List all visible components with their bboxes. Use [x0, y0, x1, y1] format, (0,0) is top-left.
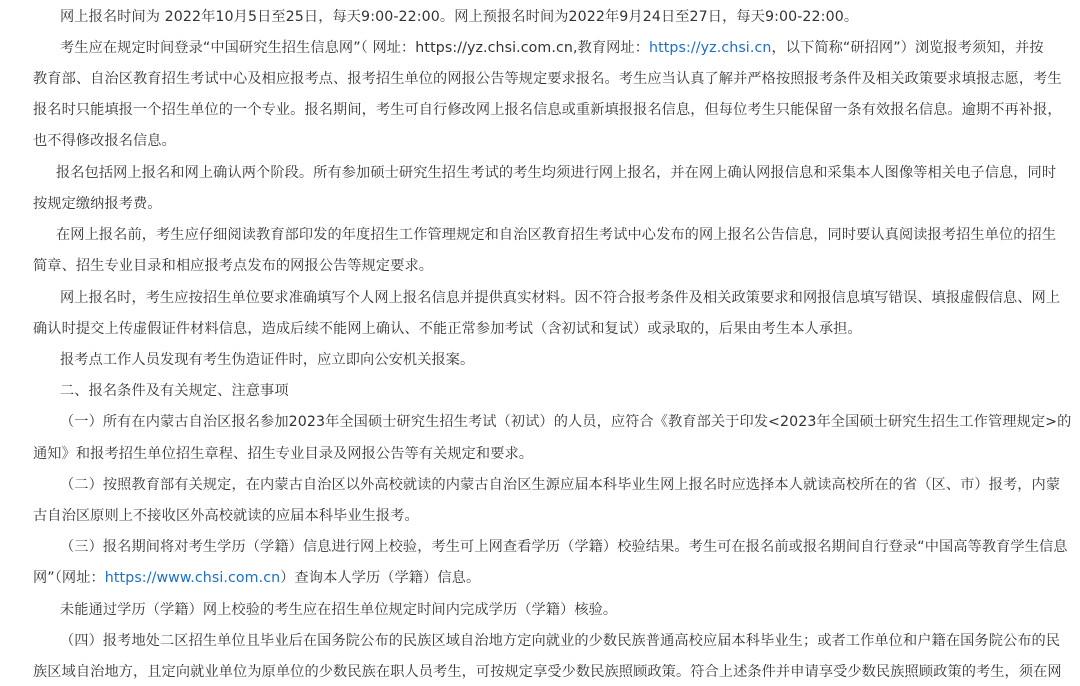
paragraph-line	[33, 569, 480, 587]
paragraph-line: 古自治区原则上不接收区外高校就读的应届本科毕业生报考。	[33, 508, 419, 524]
paragraph-line: 教育部、自治区教育招生考试中心及相应报考点、报考招生单位的网报公告等规定要求报名。考生应当认真了解并严格按照报考条件及相关政策要求填报志愿，考生	[33, 71, 1062, 87]
line-text: ，以下简称“研招网”）浏览报考须知，并按	[771, 40, 1044, 56]
paragraph-line: 简章、招生专业目录和相应报考点发布的网报公告等规定要求。	[33, 258, 434, 274]
paragraph-line: （二）按照教育部有关规定，在内蒙古自治区以外高校就读的内蒙古自治区生源应届本科毕业生网上报名时应选择本人就读高校所在的省（区、市）报考，内蒙	[60, 477, 1061, 493]
paragraph-line: （一）所有在内蒙古自治区报名参加2023年全国硕士研究生招生考试（初试）的人员，应符合《教育部关于印发<2023年全国硕士研究生招生工作管理规定>的	[60, 414, 1072, 430]
paragraph-line: 网上报名时，考生应按招生单位要求准确填写个人网上报名信息并提供真实材料。因不符合报考条件及相关政策要求和网报信息填写错误、填报虚假信息、网上	[60, 290, 1061, 306]
paragraph-line: 未能通过学历（学籍）网上校验的考生应在招生单位规定时间内完成学历（学籍）核验。	[60, 602, 618, 618]
paragraph-line: （三）报名期间将对考生学历（学籍）信息进行网上校验，考生可上网查看学历（学籍）校验结果。考生可在报名前或报名期间自行登录“中国高等教育学生信息	[60, 539, 1068, 555]
line-text: 网”（网址：	[33, 570, 105, 586]
yz-chsi-link[interactable]: https://yz.chsi.cn	[649, 40, 772, 56]
paragraph-line: 网上报名时间为 2022年10月5日至25日，每天9:00-22:00。网上预报名时间为2022年9月24日至27日，每天9:00-22:00。	[60, 9, 859, 25]
paragraph-line: 族区域自治地方，且定向就业单位为原单位的少数民族在职人员考生，可按规定享受少数民族照顾政策。符合上述条件并申请享受少数民族照顾政策的考生，须在网	[33, 664, 1062, 680]
chsi-link[interactable]: https://www.chsi.com.cn	[104, 570, 281, 586]
line-text: 考生应在规定时间登录“中国研究生招生信息网”（ 网址：https://yz.chsi.com.cn,教育网址：	[60, 40, 650, 56]
paragraph-line: 报名时只能填报一个招生单位的一个专业。报名期间，考生可自行修改网上报名信息或重新填报报名信息，但每位考生只能保留一条有效报名信息。逾期不再补报，	[33, 102, 1062, 118]
paragraph-line: （四）报考地处二区招生单位且毕业后在国务院公布的民族区域自治地方定向就业的少数民族普通高校应届本科毕业生；或者工作单位和户籍在国务院公布的民	[60, 633, 1061, 649]
section-heading: 二、报名条件及有关规定、注意事项	[60, 383, 289, 399]
paragraph-line: 按规定缴纳报考费。	[33, 196, 162, 212]
paragraph-line	[60, 39, 1044, 57]
paragraph-line: 报考点工作人员发现有考生伪造证件时，应立即向公安机关报案。	[60, 352, 475, 368]
paragraph-line: 通知》和报考招生单位招生章程、招生专业目录及网报公告等有关规定和要求。	[33, 446, 534, 462]
line-text: ）查询本人学历（学籍）信息。	[280, 570, 481, 586]
paragraph-line: 确认时提交上传虚假证件材料信息，造成后续不能网上确认、不能正常参加考试（含初试和复试）或录取的，后果由考生本人承担。	[33, 321, 862, 337]
paragraph-line: 也不得修改报名信息。	[33, 133, 176, 149]
paragraph-line: 报名包括网上报名和网上确认两个阶段。所有参加硕士研究生招生考试的考生均须进行网上报名，并在网上确认网报信息和采集本人图像等相关电子信息，同时	[56, 165, 1057, 181]
paragraph-line: 在网上报名前，考生应仔细阅读教育部印发的年度招生工作管理规定和自治区教育招生考试中心发布的网上报名公告信息，同时要认真阅读报考招生单位的招生	[56, 227, 1057, 243]
